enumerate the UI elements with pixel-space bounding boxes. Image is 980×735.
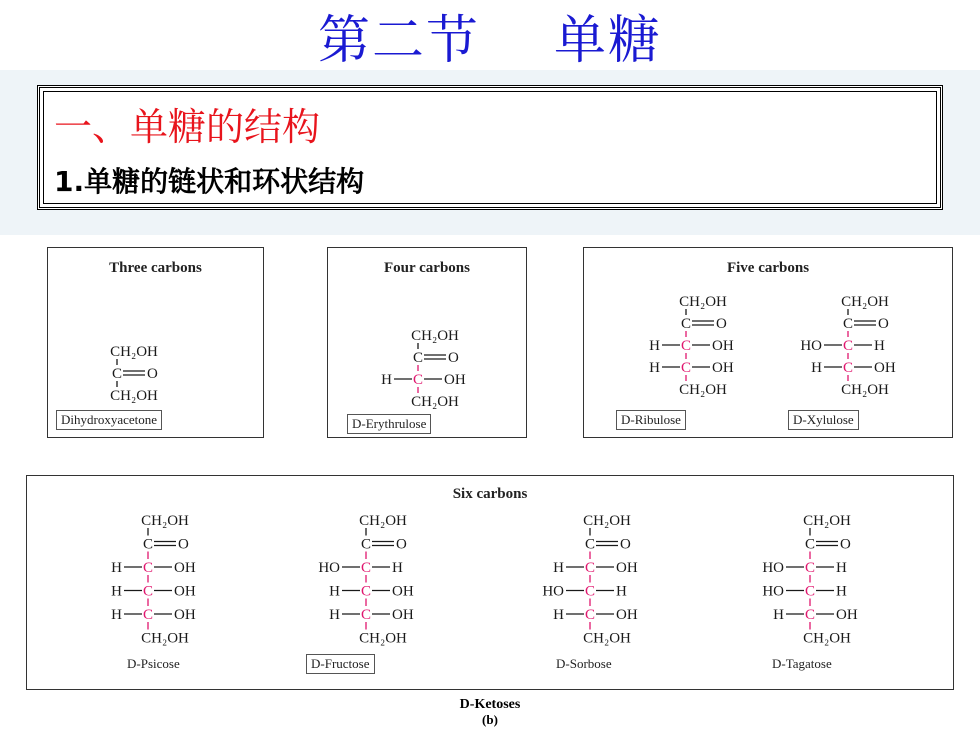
oh-substituent: OH: [712, 360, 734, 376]
h-substituent: H: [381, 372, 392, 388]
h-substituent: H: [392, 560, 403, 576]
panel-title: Three carbons: [109, 260, 202, 276]
ch2oh-group: CH₂OH: [679, 294, 727, 310]
ch2oh-group: CH₂OH: [359, 630, 407, 647]
h-substituent: H: [111, 607, 122, 623]
oh-substituent: OH: [392, 607, 414, 623]
stereocenter-carbon: C: [804, 607, 816, 623]
carbonyl-oxygen: O: [396, 536, 407, 553]
ch2oh-group: CH₂OH: [803, 513, 851, 529]
figure-caption-sub: (b): [482, 712, 498, 727]
h-substituent: H: [649, 338, 660, 354]
ch2oh-group: CH₂OH: [583, 513, 631, 529]
h-substituent: H: [111, 560, 122, 576]
stereocenter-carbon: C: [842, 360, 854, 376]
h-substituent: H: [773, 607, 784, 623]
label-fructose: D-Fructose: [306, 654, 375, 674]
carbonyl-oxygen: O: [147, 366, 158, 382]
oh-substituent: OH: [392, 583, 414, 600]
ch2oh-group: CH₂OH: [841, 294, 889, 310]
stereocenter-carbon: C: [142, 607, 154, 623]
stereocenter-carbon: C: [804, 583, 816, 600]
carbonyl-oxygen: O: [178, 536, 189, 553]
h-substituent: H: [111, 583, 122, 600]
carbonyl-oxygen: O: [620, 536, 631, 553]
oh-substituent: HO: [762, 560, 784, 576]
oh-substituent: OH: [836, 607, 858, 623]
stereocenter-carbon: C: [142, 583, 154, 600]
oh-substituent: OH: [174, 607, 196, 623]
carbonyl-oxygen: O: [878, 316, 889, 332]
oh-substituent: HO: [800, 338, 822, 354]
label-tagatose: D-Tagatose: [772, 656, 832, 671]
label-xylulose: D-Xylulose: [788, 410, 859, 430]
h-substituent: H: [874, 338, 885, 354]
oh-substituent: OH: [444, 372, 466, 388]
oh-substituent: OH: [174, 583, 196, 600]
carbonyl-oxygen: O: [840, 536, 851, 553]
ch2oh-group: CH₂OH: [141, 630, 189, 647]
panel-title: Six carbons: [452, 486, 528, 502]
stereocenter-carbon: C: [680, 338, 692, 354]
panel-title: Four carbons: [384, 260, 470, 276]
h-substituent: H: [329, 607, 340, 623]
ch2oh-group: CH₂OH: [359, 513, 407, 529]
oh-substituent: OH: [174, 560, 196, 576]
stereocenter-carbon: C: [584, 607, 596, 623]
label-sorbose: D-Sorbose: [556, 656, 612, 671]
carbonyl-carbon: C: [842, 316, 854, 332]
panel-title: Five carbons: [726, 260, 810, 276]
label-dihydroxyacetone: Dihydroxyacetone: [56, 410, 162, 430]
ch2oh-group: CH₂OH: [110, 388, 158, 404]
stereocenter-carbon: C: [804, 560, 816, 576]
stereocenter-carbon: C: [360, 560, 372, 576]
oh-substituent: OH: [712, 338, 734, 354]
h-substituent: H: [616, 583, 627, 600]
carbonyl-carbon: C: [584, 536, 596, 553]
stereocenter-carbon: C: [680, 360, 692, 376]
stereocenter-carbon: C: [142, 560, 154, 576]
carbonyl-carbon: C: [804, 536, 816, 553]
label-ribulose: D-Ribulose: [616, 410, 686, 430]
h-substituent: H: [811, 360, 822, 376]
carbonyl-carbon: C: [111, 366, 123, 382]
label-erythrulose: D-Erythrulose: [347, 414, 431, 434]
oh-substituent: OH: [616, 607, 638, 623]
ch2oh-group: CH₂OH: [803, 630, 851, 647]
stereocenter-carbon: C: [360, 607, 372, 623]
section-subheading: 1.单糖的链状和环状结构: [54, 165, 365, 198]
ch2oh-group: CH₂OH: [583, 630, 631, 647]
ch2oh-group: CH₂OH: [411, 328, 459, 344]
carbonyl-oxygen: O: [448, 350, 459, 366]
stereocenter-carbon: C: [584, 583, 596, 600]
h-substituent: H: [649, 360, 660, 376]
label-psicose: D-Psicose: [127, 656, 180, 671]
carbonyl-carbon: C: [142, 536, 154, 553]
stereocenter-carbon: C: [412, 372, 424, 388]
carbonyl-carbon: C: [680, 316, 692, 332]
figure-caption: D-Ketoses: [459, 697, 521, 712]
carbonyl-carbon: C: [412, 350, 424, 366]
stereocenter-carbon: C: [360, 583, 372, 600]
oh-substituent: OH: [874, 360, 896, 376]
stereocenter-carbon: C: [842, 338, 854, 354]
carbonyl-carbon: C: [360, 536, 372, 553]
ch2oh-group: CH₂OH: [110, 344, 158, 360]
oh-substituent: HO: [762, 583, 784, 600]
page-title: 第二节 单糖: [317, 11, 663, 71]
h-substituent: H: [836, 583, 847, 600]
section-heading: 一、单糖的结构: [54, 105, 321, 149]
carbonyl-oxygen: O: [716, 316, 727, 332]
h-substituent: H: [329, 583, 340, 600]
ch2oh-group: CH₂OH: [679, 382, 727, 398]
ch2oh-group: CH₂OH: [141, 513, 189, 529]
stereocenter-carbon: C: [584, 560, 596, 576]
ch2oh-group: CH₂OH: [841, 382, 889, 398]
h-substituent: H: [553, 560, 564, 576]
h-substituent: H: [836, 560, 847, 576]
oh-substituent: HO: [318, 560, 340, 576]
oh-substituent: OH: [616, 560, 638, 576]
ch2oh-group: CH₂OH: [411, 394, 459, 410]
oh-substituent: HO: [542, 583, 564, 600]
h-substituent: H: [553, 607, 564, 623]
